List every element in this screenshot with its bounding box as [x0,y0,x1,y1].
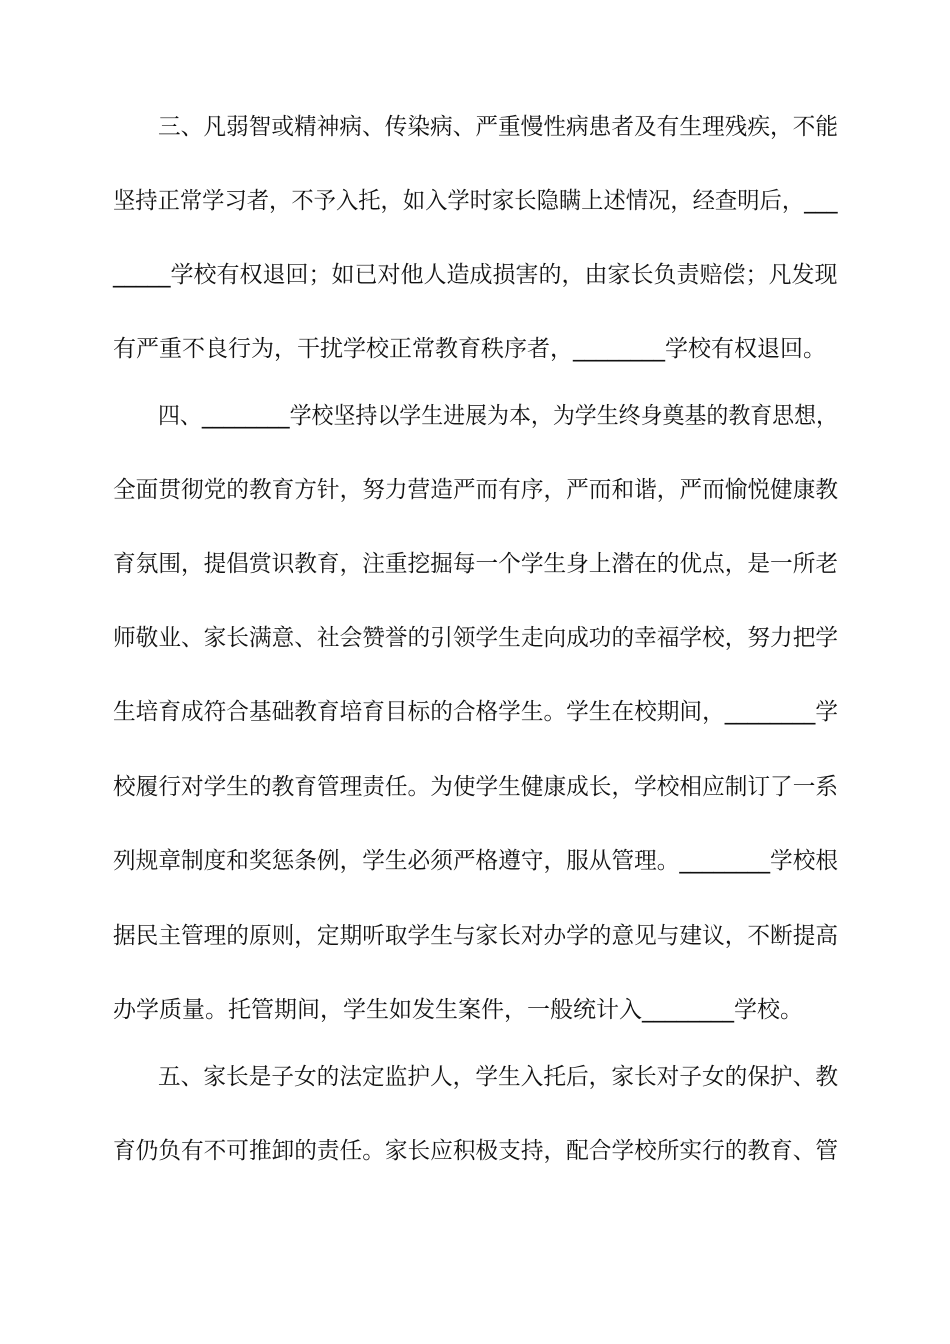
paragraph-4-line-6: 校履行对学生的教育管理责任。为使学生健康成长，学校相应制订了一系 [113,774,839,800]
paragraph-3-line-2: 坚持正常学习者，不予入托，如入学时家长隐瞒上述情况，经查明后，___ [113,188,838,214]
paragraph-4-line-7: 列规章制度和奖惩条例，学生必须严格遵守，服从管理。________学校根 [113,848,839,874]
paragraph-3-line-1: 三、凡弱智或精神病、传染病、严重慢性病患者及有生理残疾，不能 [158,114,838,140]
paragraph-4-line-5: 生培育成符合基础教育培育目标的合格学生。学生在校期间，________学 [113,699,839,725]
paragraph-5-line-1: 五、家长是子女的法定监护人，学生入托后，家长对子女的保护、教 [158,1064,838,1090]
paragraph-4-line-2: 全面贯彻党的教育方针，努力营造严而有序，严而和谐，严而愉悦健康教 [113,477,839,503]
paragraph-4-line-9: 办学质量。托管期间，学生如发生案件，一般统计入________学校。 [113,997,803,1023]
paragraph-3-line-4: 有严重不良行为，干扰学校正常教育秩序者，________学校有权退回。 [113,336,826,362]
paragraph-4-line-1: 四、________学校坚持以学生进展为本，为学生终身奠基的教育思想， [158,403,838,429]
paragraph-5-line-2: 育仍负有不可推卸的责任。家长应积极支持，配合学校所实行的教育、管 [113,1138,839,1164]
paragraph-3-line-3: _____学校有权退回；如已对他人造成损害的，由家长负责赔偿；凡发现 [113,262,838,288]
paragraph-4-line-8: 据民主管理的原则，定期听取学生与家长对办学的意见与建议，不断提高 [113,923,839,949]
paragraph-4-line-4: 师敬业、家长满意、社会赞誉的引领学生走向成功的幸福学校，努力把学 [113,625,839,651]
paragraph-4-line-3: 育氛围，提倡赏识教育，注重挖掘每一个学生身上潜在的优点，是一所老 [113,551,839,577]
